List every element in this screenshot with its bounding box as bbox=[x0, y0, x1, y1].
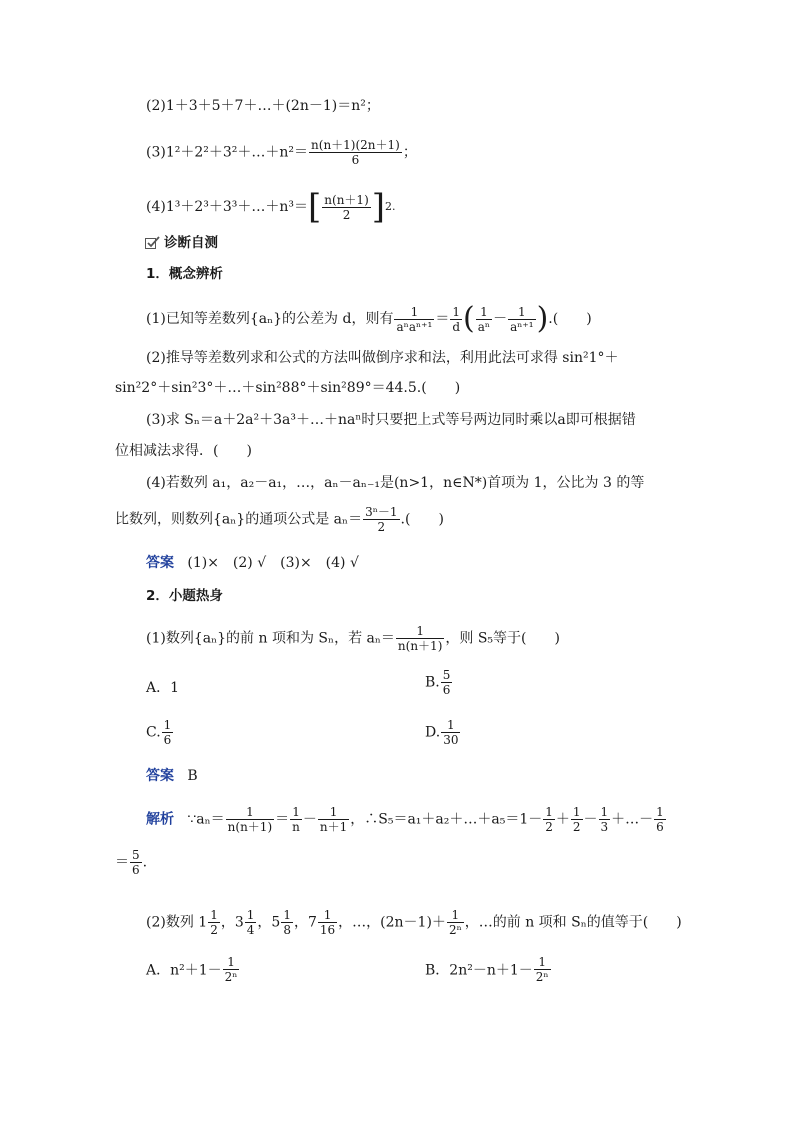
p1-fraction bbox=[396, 624, 444, 653]
numerator: 1 bbox=[226, 805, 274, 820]
numerator: 1 bbox=[447, 908, 464, 923]
problem-2 bbox=[146, 908, 682, 937]
numerator: 1 bbox=[656, 805, 664, 819]
right-bracket: ] bbox=[371, 187, 386, 227]
part1-title: 1．概念辨析 bbox=[146, 266, 223, 282]
q1-text: (1)已知等差数列{aₙ}的公差为 d，则有 bbox=[146, 311, 394, 327]
denominator: 6 bbox=[351, 153, 360, 167]
option-b-label: B. bbox=[425, 674, 440, 691]
q1-fraction-1 bbox=[394, 305, 434, 334]
denominator: d bbox=[452, 319, 460, 334]
right-paren: ) bbox=[536, 301, 549, 336]
numerator: 5 bbox=[442, 668, 451, 682]
numerator: 1 bbox=[600, 805, 609, 819]
question-2-line-1: (2)推导等差数列求和公式的方法叫做倒序求和法，利用此法可求得 sin²1°＋ bbox=[146, 350, 619, 366]
formula-4-lhs: (4)1³＋2³＋3³＋…＋n³＝ bbox=[146, 199, 309, 215]
p2-option-b-fraction bbox=[534, 955, 551, 984]
denominator: 8 bbox=[283, 923, 291, 937]
denominator: 6 bbox=[163, 733, 172, 747]
numerator: 1 bbox=[318, 805, 349, 820]
q1-tail: .( ) bbox=[548, 311, 592, 327]
denominator: 3 bbox=[600, 820, 609, 834]
numerator: 1 bbox=[318, 908, 337, 923]
denominator: aⁿaⁿ⁺¹ bbox=[396, 319, 433, 334]
answer-2-text: B bbox=[187, 768, 198, 784]
mixed-whole: ，5 bbox=[257, 914, 281, 931]
p1-text: (1)数列{aₙ}的前 n 项和为 Sₙ，若 aₙ＝ bbox=[146, 630, 395, 647]
answer-1-text: (1)× (2) √ (3)× (4) √ bbox=[187, 555, 359, 571]
an-text: ，∴S₅＝a₁＋a₂＋…＋a₅＝1－ bbox=[350, 811, 543, 828]
formula-4-fraction bbox=[322, 193, 370, 222]
numerator: 1 bbox=[283, 908, 291, 922]
denominator: 6 bbox=[132, 863, 140, 877]
an-fraction-7 bbox=[654, 805, 666, 834]
formula-3-fraction bbox=[309, 138, 402, 167]
option-c-fraction bbox=[162, 718, 174, 747]
numerator: 1 bbox=[476, 305, 492, 320]
an-text: ＝ bbox=[275, 811, 290, 828]
denominator: aⁿ bbox=[477, 319, 491, 334]
denominator: 16 bbox=[319, 923, 336, 937]
q4-tail: .( ) bbox=[400, 511, 444, 528]
option-b bbox=[425, 668, 453, 697]
diagnosis-header bbox=[145, 233, 218, 253]
p2-text: (2)数列 bbox=[146, 914, 199, 931]
answer-label: 答案 bbox=[146, 555, 174, 571]
denominator: 2ⁿ bbox=[535, 970, 549, 984]
p2-option-b bbox=[425, 955, 552, 984]
formula-4-tail: 2. bbox=[385, 200, 396, 213]
denominator: n bbox=[292, 820, 300, 834]
q1-fraction-2 bbox=[450, 305, 462, 334]
numerator: n(n＋1)(2n＋1) bbox=[311, 138, 400, 152]
an-text: . bbox=[142, 854, 148, 871]
answer-1 bbox=[146, 553, 359, 573]
formula-2 bbox=[146, 96, 380, 116]
answer-2 bbox=[146, 766, 198, 786]
numerator: 1 bbox=[572, 805, 581, 819]
numerator: n(n＋1) bbox=[324, 192, 369, 207]
question-4-line-1: (4)若数列 a₁，a₂－a₁，…，aₙ－aₙ₋₁是(n>1，n∈N*)首项为 1，公比为 3 的等 bbox=[146, 475, 645, 491]
denominator: n(n＋1) bbox=[397, 639, 443, 653]
denominator: n＋1 bbox=[319, 820, 348, 834]
denominator: 2 bbox=[210, 923, 218, 937]
q1-fraction-3 bbox=[476, 305, 492, 334]
numerator: 1 bbox=[163, 718, 172, 732]
an-fraction-5 bbox=[571, 805, 583, 834]
mixed-whole: 1 bbox=[198, 914, 208, 931]
minus: － bbox=[493, 311, 508, 327]
question-3-line-2: 位相减法求得．( ) bbox=[115, 443, 252, 459]
p2-option-a bbox=[146, 955, 240, 984]
mixed-whole: ，3 bbox=[220, 914, 244, 931]
denominator: n(n＋1) bbox=[227, 820, 273, 834]
numerator: 1 bbox=[210, 908, 218, 922]
answer-label: 答案 bbox=[146, 768, 174, 784]
denominator: 2 bbox=[377, 520, 386, 534]
formula-4 bbox=[146, 187, 396, 227]
denominator: 6 bbox=[442, 683, 451, 697]
numerator: 1 bbox=[450, 305, 462, 320]
option-d bbox=[425, 718, 461, 747]
question-3-line-1: (3)求 Sₙ＝a＋2a²＋3a³＋…＋naⁿ时只要把上式等号两边同时乘以a即可根据错 bbox=[146, 412, 636, 428]
an-text: ＝ bbox=[115, 854, 129, 871]
analysis-label: 解析 bbox=[146, 811, 174, 828]
p2-text: ，…，(2n－1)＋ bbox=[338, 914, 446, 931]
mixed-fraction-1 bbox=[208, 908, 220, 937]
q4-fraction bbox=[363, 505, 399, 534]
mixed-fraction-3 bbox=[281, 908, 293, 937]
formula-3 bbox=[146, 138, 417, 167]
checkmark-icon bbox=[145, 236, 160, 250]
denominator: 2 bbox=[572, 820, 581, 834]
option-c bbox=[146, 718, 174, 747]
an-fraction-1 bbox=[226, 805, 274, 834]
denominator: 2ⁿ bbox=[224, 970, 238, 984]
q1-fraction-4 bbox=[508, 305, 536, 334]
left-paren: ( bbox=[463, 301, 475, 336]
an-text: － bbox=[583, 811, 598, 828]
an-fraction-3 bbox=[318, 805, 349, 834]
mixed-whole: ，7 bbox=[293, 914, 317, 931]
numerator: 3ⁿ－1 bbox=[365, 505, 398, 519]
option-d-fraction bbox=[441, 718, 460, 747]
formula-2-text: (2)1＋3＋5＋7＋…＋(2n－1)＝n²； bbox=[146, 98, 380, 114]
numerator: 1 bbox=[396, 624, 444, 639]
denominator: 6 bbox=[656, 820, 664, 834]
p1-tail: ，则 S₅等于( ) bbox=[445, 630, 560, 647]
an-fraction-4 bbox=[543, 805, 555, 834]
numerator: 5 bbox=[132, 848, 140, 862]
q4-text: 比数列，则数列{aₙ}的通项公式是 aₙ＝ bbox=[115, 511, 363, 528]
problem-1 bbox=[146, 624, 560, 653]
numerator: 1 bbox=[394, 305, 434, 320]
part2-title: 2．小题热身 bbox=[146, 588, 223, 604]
left-bracket: [ bbox=[308, 187, 322, 227]
analysis-result bbox=[115, 848, 147, 877]
an-text: － bbox=[302, 811, 317, 828]
formula-3-tail: ； bbox=[402, 144, 417, 161]
an-text: ∵aₙ＝ bbox=[187, 811, 225, 828]
option-d-label: D. bbox=[425, 724, 441, 741]
p2-option-a-fraction bbox=[223, 955, 240, 984]
option-label: B．2n²－n＋1－ bbox=[425, 962, 533, 979]
denominator: 4 bbox=[246, 923, 255, 937]
option-label: A．n²＋1－ bbox=[146, 962, 222, 979]
numerator: 1 bbox=[534, 955, 551, 970]
an-text: ＋…－ bbox=[611, 811, 654, 828]
question-1 bbox=[146, 302, 592, 336]
denominator: 30 bbox=[443, 733, 459, 747]
equals: ＝ bbox=[435, 311, 450, 327]
formula-3-lhs: (3)1²＋2²＋3²＋…＋n²＝ bbox=[146, 144, 309, 161]
option-c-label: C. bbox=[146, 724, 161, 741]
p2-fraction bbox=[447, 908, 464, 937]
numerator: 1 bbox=[290, 805, 302, 820]
analysis bbox=[146, 805, 667, 834]
numerator: 1 bbox=[223, 955, 240, 970]
an-result-fraction bbox=[130, 848, 142, 877]
mixed-fraction-4 bbox=[318, 908, 337, 937]
numerator: 1 bbox=[246, 908, 255, 922]
an-text: ＋ bbox=[555, 811, 570, 828]
diagnosis-title: 诊断自测 bbox=[164, 235, 218, 251]
an-fraction-2 bbox=[290, 805, 302, 834]
option-a: A．1 bbox=[146, 680, 180, 696]
mixed-fraction-2 bbox=[245, 908, 257, 937]
question-2-line-2: sin²2°＋sin²3°＋…＋sin²88°＋sin²89°＝44.5.( ) bbox=[115, 380, 461, 396]
numerator: 1 bbox=[441, 718, 460, 733]
denominator: 2 bbox=[342, 207, 351, 222]
denominator: 2 bbox=[545, 820, 553, 834]
p2-text: ，…的前 n 项和 Sₙ的值等于( ) bbox=[464, 914, 682, 931]
option-b-fraction bbox=[441, 668, 453, 697]
denominator: 2ⁿ bbox=[448, 923, 462, 937]
denominator: aⁿ⁺¹ bbox=[510, 319, 534, 334]
numerator: 1 bbox=[508, 305, 536, 320]
an-fraction-6 bbox=[599, 805, 611, 834]
question-4-line-2 bbox=[115, 505, 444, 534]
numerator: 1 bbox=[545, 805, 553, 819]
